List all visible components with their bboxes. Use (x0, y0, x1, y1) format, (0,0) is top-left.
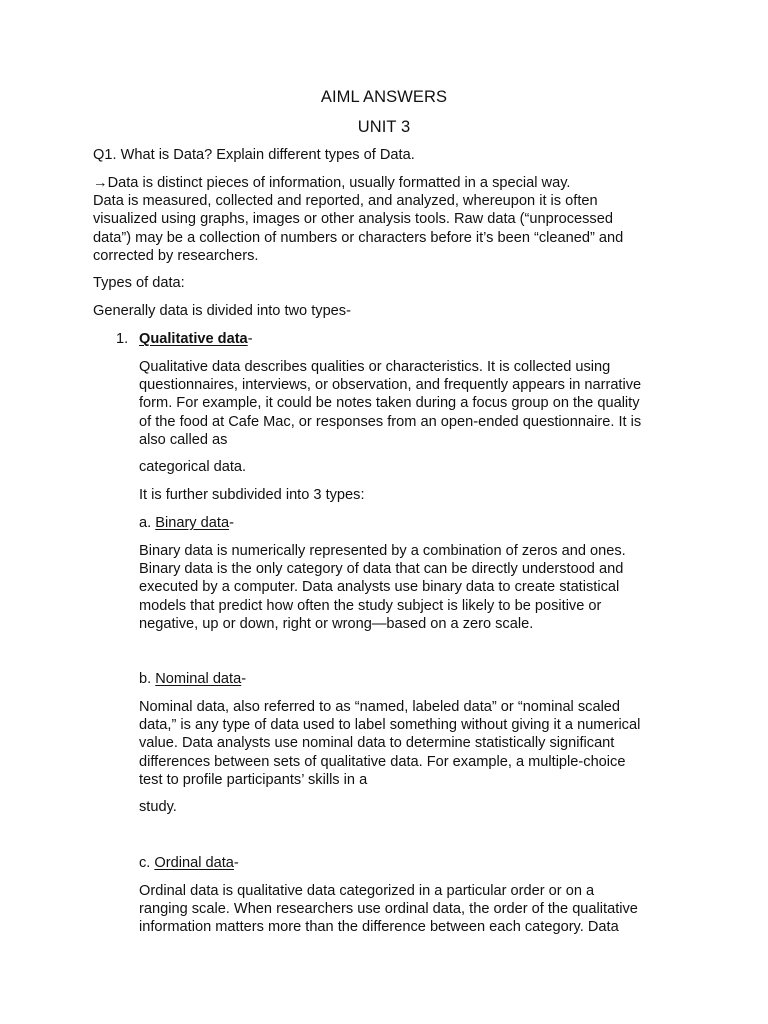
types-heading: Types of data: (93, 275, 185, 291)
nominal-description: Nominal data, also referred to as “named, labeled data” or “nominal scaled data,” is any type of data used to label something without giving it a numerical value. Data analysts use nominal data to determine statistically significant differences between sets of qualitative data. For example, a multiple-choice test to profile participants’ skills in a (139, 699, 641, 788)
nominal-heading: Nominal data (155, 671, 242, 687)
binary-heading: Binary data (155, 515, 230, 531)
answer-line-1: →Data is distinct pieces of information, usually formatted in a special way. (93, 175, 571, 191)
qualitative-description: Qualitative data describes qualities or characteristics. It is collected using questionnaires, interviews, or observation, and frequently appears in narrative form. For example, it could be notes taken during a focus group on the quality of the food at Cafe Mac, or responses from an open-ended questionnaire. It is also called as (139, 359, 642, 448)
list-number: 1. (116, 331, 129, 347)
nominal-heading-line: b. Nominal data- (139, 671, 247, 687)
document-title: AIML ANSWERS (320, 88, 448, 106)
also-called-text: categorical data. (139, 459, 247, 475)
question-text: Q1. What is Data? Explain different types of Data. (93, 147, 415, 163)
binary-heading-line: a. Binary data- (139, 515, 234, 531)
answer-line-3: visualized using graphs, images or other analysis tools. Raw data (“unprocessed (93, 211, 613, 228)
answer-line-4: data”) may be a collection of numbers or characters before it’s been “cleaned” and (93, 229, 624, 246)
answer-line-5: corrected by researchers. (93, 247, 259, 264)
types-intro: Generally data is divided into two types- (93, 303, 351, 319)
binary-description: Binary data is numerically represented by a combination of zeros and ones. Binary data is the only category of data that can be directly understood and executed by a computer. Data analysts use binary data to create statistical models that predict how often the study subject is likely to be positive or negative, up or down, right or wrong—based on a zero scale. (139, 543, 626, 632)
ordinal-description: Ordinal data is qualitative data categorized in a particular order or on a ranging scale. When researchers use ordinal data, the order of the qualitative information matters more than the difference between each category. Data (139, 883, 638, 936)
qualitative-heading: Qualitative data (139, 331, 248, 347)
document-subtitle: UNIT 3 (357, 118, 411, 136)
qualitative-heading-line: Qualitative data- (139, 331, 253, 347)
answer-line-2: Data is measured, collected and reported, and analyzed, whereupon it is often (93, 193, 598, 210)
ordinal-heading: Ordinal data (154, 855, 234, 871)
ordinal-heading-line: c. Ordinal data- (139, 855, 239, 871)
answer-paragraph (93, 174, 623, 265)
subdivided-text: It is further subdivided into 3 types: (139, 487, 365, 503)
arrow-icon: → (93, 175, 108, 191)
nominal-continuation: study. (139, 799, 177, 815)
